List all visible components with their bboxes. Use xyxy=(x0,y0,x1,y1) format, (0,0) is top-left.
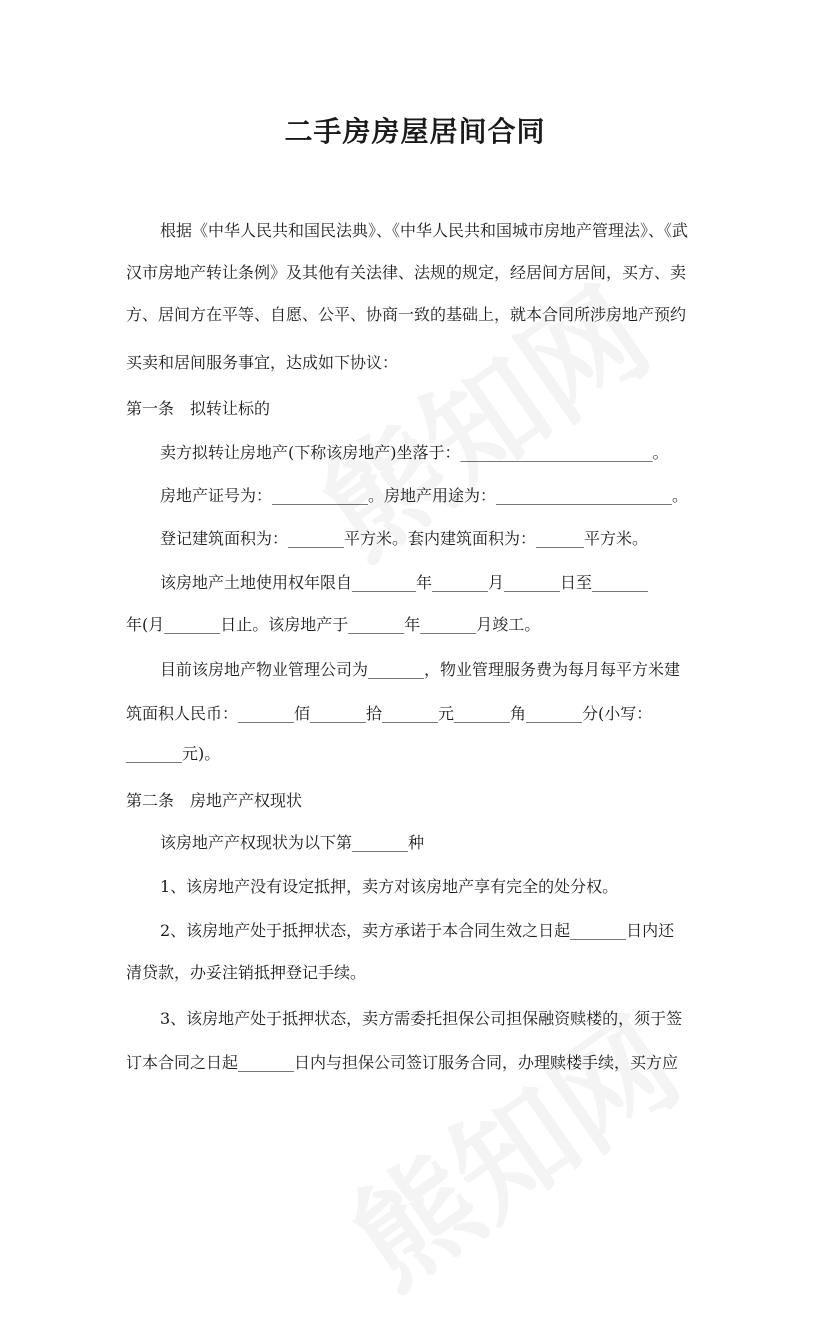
paragraph-line: 买卖和居间服务事宜，达成如下协议： xyxy=(126,353,399,372)
document-title: 二手房房屋居间合同 xyxy=(284,115,546,148)
paragraph-line: 根据《中华人民共和国民法典》、《中华人民共和国城市房地产管理法》、《武 xyxy=(160,221,689,240)
paragraph-line: 卖方拟转让房地产(下称该房地产)坐落于：________________________。 xyxy=(160,443,669,462)
paragraph-line: 2、该房地产处于抵押状态，卖方承诺于本合同生效之日起_______日内还 xyxy=(160,921,675,940)
paragraph-line: _______元)。 xyxy=(126,744,221,763)
paragraph-line: 年(月_______日止。该房地产于_______年_______月竣工。 xyxy=(126,615,541,634)
paragraph-line: 1、该房地产没有设定抵押，卖方对该房地产享有完全的处分权。 xyxy=(160,877,619,896)
paragraph-line: 筑面积人民币：_______佰_______拾_______元_______角_______分(小写： xyxy=(126,704,653,723)
section-heading: 第一条 拟转让标的 xyxy=(126,399,271,418)
paragraph-line: 该房地产土地使用权年限自________年_______月_______日至_______ xyxy=(160,573,649,592)
paragraph-line: 订本合同之日起_______日内与担保公司签订服务合同，办理赎楼手续，买方应 xyxy=(126,1053,679,1072)
paragraph-line: 汉市房地产转让条例》及其他有关法律、法规的规定，经居间方居间，买方、卖 xyxy=(126,263,687,282)
paragraph-line: 清贷款，办妥注销抵押登记手续。 xyxy=(126,963,367,982)
paragraph-line: 该房地产产权现状为以下第_______种 xyxy=(160,833,425,852)
paragraph-line: 登记建筑面积为：_______平方米。套内建筑面积为：______平方米。 xyxy=(160,529,649,548)
paragraph-line: 房地产证号为：____________。房地产用途为：______________________。 xyxy=(160,486,689,505)
paragraph-line: 3、该房地产处于抵押状态，卖方需委托担保公司担保融资赎楼的，须于签 xyxy=(160,1009,683,1028)
paragraph-line: 目前该房地产物业管理公司为_______，物业管理服务费为每月每平方米建 xyxy=(160,660,681,679)
section-heading: 第二条 房地产产权现状 xyxy=(126,791,303,810)
paragraph-line: 方、居间方在平等、自愿、公平、协商一致的基础上，就本合同所涉房地产预约 xyxy=(126,305,687,324)
